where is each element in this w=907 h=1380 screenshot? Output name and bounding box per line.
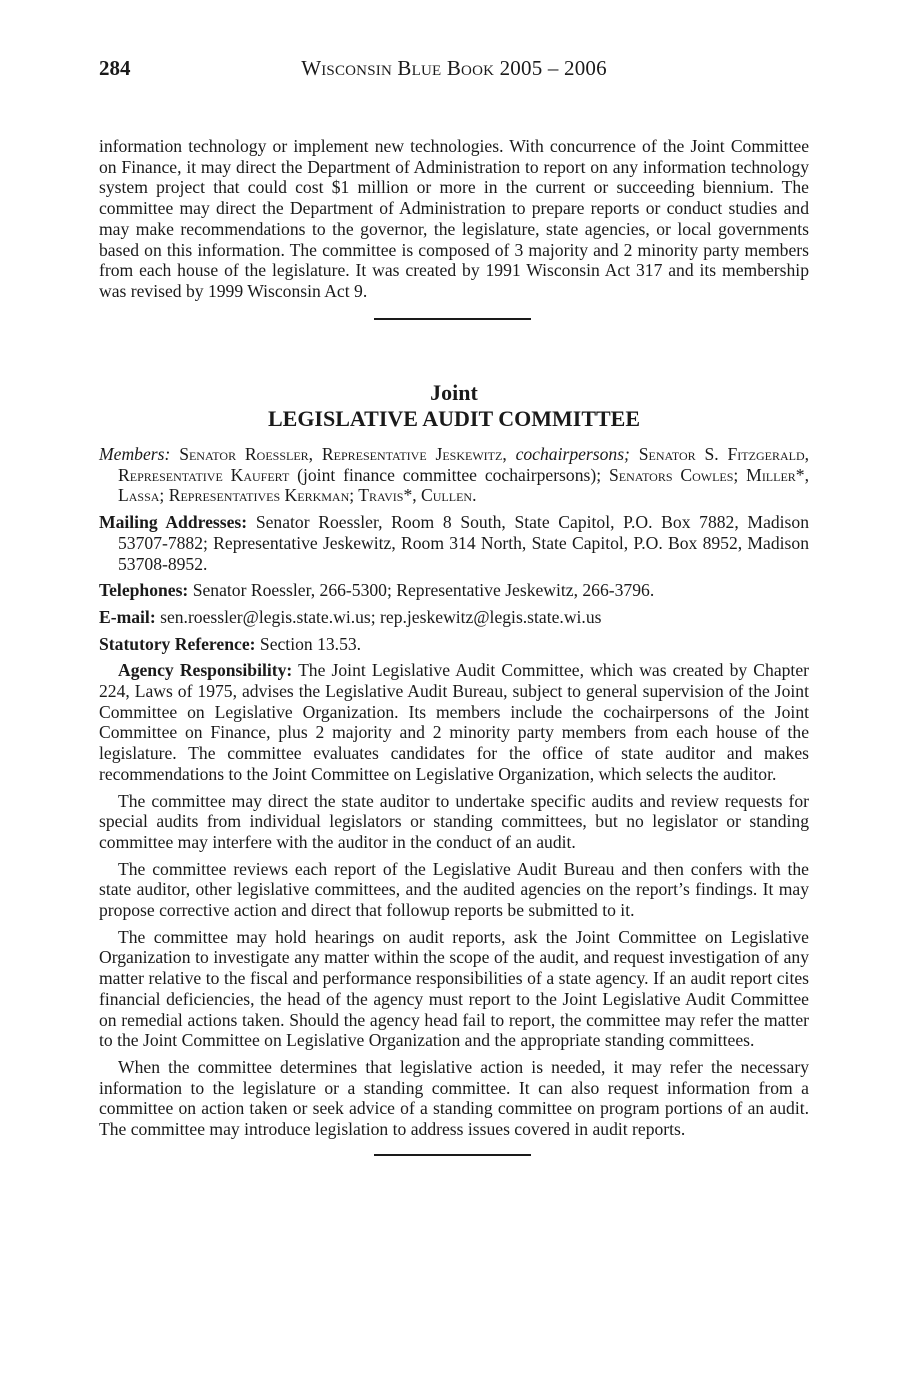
- email-value: sen.roessler@legis.state.wi.us; rep.jeskewitz@legis.state.wi.us: [160, 606, 602, 627]
- email-entry: [99, 607, 809, 628]
- body-paragraph: The committee reviews each report of the Legislative Audit Bureau and then confers with the state auditor, other legislative committees, and the audited agencies on the report’s findings. It may propose corrective action and direct that followup reports be submitted to it.: [99, 858, 809, 921]
- running-title: Wisconsin Blue Book 2005 – 2006: [301, 56, 607, 80]
- section-divider-bottom: [374, 1154, 531, 1156]
- body-paragraph: The committee may direct the state auditor to undertake specific audits and review requests for special audits from individual legislators or standing committees, but no legislator or standing committee may interfere with the auditor in the conduct of an audit.: [99, 790, 809, 852]
- members-label: Members:: [99, 444, 171, 464]
- statutory-label: Statutory Reference:: [99, 633, 256, 654]
- email-label: E-mail:: [99, 606, 156, 627]
- mailing-label: Mailing Addresses:: [99, 512, 248, 533]
- committee-heading: [99, 380, 809, 432]
- responsibility-entry: [99, 660, 809, 784]
- members-finance-cochairs: Senator S. Fitzgerald, Representative Kaufert: [118, 444, 810, 485]
- statutory-entry: [99, 634, 809, 655]
- committee-body: [99, 444, 809, 1146]
- telephones-label: Telephones:: [99, 580, 189, 601]
- statutory-value: Section 13.53.: [259, 633, 362, 654]
- telephones-entry: [99, 580, 809, 601]
- members-role: cochairpersons;: [515, 444, 630, 464]
- members-others: Senators Cowles; Miller*, Lassa; Representatives Kerkman; Travis*, Cullen.: [118, 464, 810, 506]
- members-finance-note: (joint finance committee cochairpersons);: [297, 464, 602, 485]
- heading-line-1: Joint: [430, 380, 478, 405]
- body-paragraph: The committee may hold hearings on audit reports, ask the Joint Committee on Legislative Organization to investigate any matter within the scope of the audit, and request investigation of any matter relative to the fiscal and performance responsibilities of a state agency. If an audit report cites financial deficiencies, the head of the agency must report to the Joint Legislative Audit Committee on remedial actions taken. Should the agency head fail to report, the committee may refer the matter to the Joint Committee on Legislative Organization and the appropriate standing committees.: [99, 926, 809, 1051]
- heading-line-2: LEGISLATIVE AUDIT COMMITTEE: [267, 406, 641, 431]
- telephones-value: Senator Roessler, 266-5300; Representative Jeskewitz, 266-3796.: [192, 580, 655, 601]
- members-entry: [99, 444, 809, 506]
- intro-section: [99, 136, 809, 302]
- intro-paragraph: information technology or implement new technologies. With concurrence of the Joint Committee on Finance, it may direct the Department of Administration to report on any information technology system project that could cost $1 million or more in the current or succeeding biennium. The committee may direct the Department of Administration to prepare reports or conduct studies and may make recommendations to the governor, the legislature, state agencies, or local governments based on this information. The committee is composed of 3 majority and 2 minority party members from each house of the legislature. It was created by 1991 Wisconsin Act 317 and its membership was revised by 1999 Wisconsin Act 9.: [99, 136, 809, 301]
- mailing-value: Senator Roessler, Room 8 South, State Capitol, P.O. Box 7882, Madison 53707-7882; Representative Jeskewitz, Room 314 North, State Capitol, P.O. Box 8952, Madison 53708-8952.: [118, 512, 810, 574]
- mailing-entry: [99, 512, 809, 574]
- responsibility-value: The Joint Legislative Audit Committee, which was created by Chapter 224, Laws of 1975, advises the Legislative Audit Bureau, subject to general supervision of the Joint Committee on Legislative Organization. Its members include the cochairpersons of the Joint Committee on Finance, plus 2 majority and 2 minority party members from each house of the legislature. The committee evaluates candidates for the office of state auditor and makes recommendations to the Joint Committee on Legislative Organization, which selects the auditor.: [99, 660, 809, 784]
- members-cochairs: Senator Roessler, Representative Jeskewitz,: [179, 444, 507, 464]
- page-number: 284: [99, 56, 131, 80]
- section-divider-top: [374, 318, 531, 320]
- page-header: [99, 56, 809, 82]
- body-paragraph: When the committee determines that legislative action is needed, it may refer the necessary information to the legislature or a standing committee. It can also request information from a committee on action taken or seek advice of a standing committee on program portions of an audit. The committee may introduce legislation to address issues covered in audit reports.: [99, 1056, 809, 1140]
- responsibility-label: Agency Responsibility:: [118, 660, 293, 681]
